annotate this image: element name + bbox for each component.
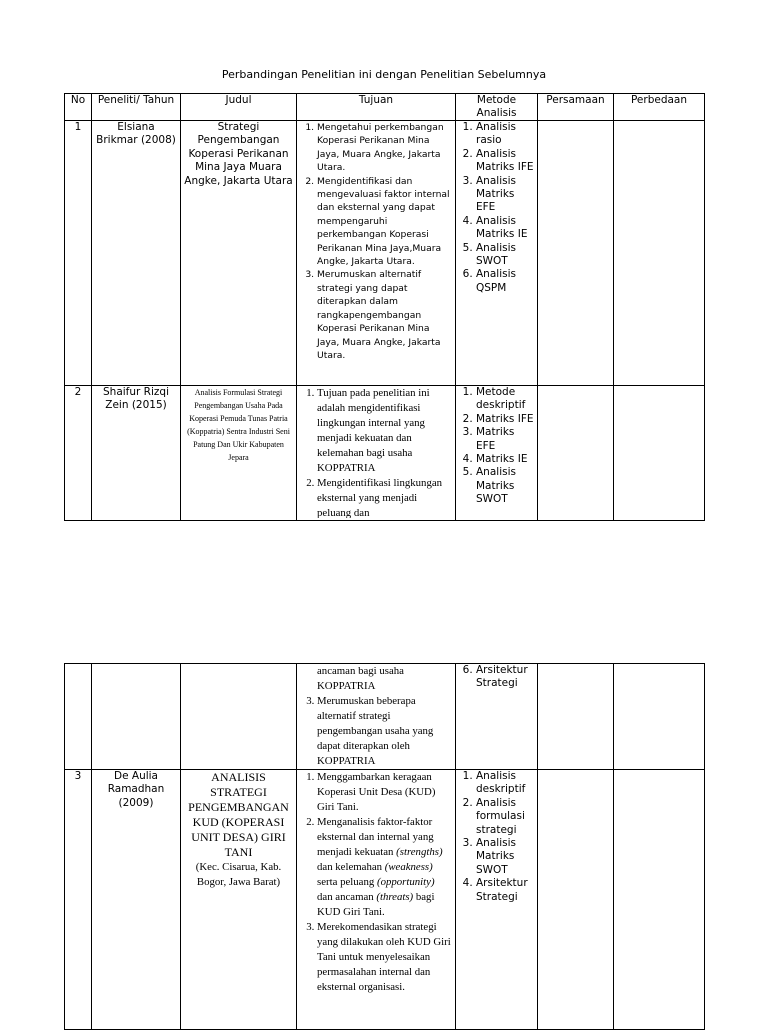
method-item: 6. Analisis QSPM xyxy=(476,268,534,295)
table-row xyxy=(65,121,705,386)
row-title xyxy=(181,664,297,770)
method-item: 5. Analisis SWOT xyxy=(476,242,534,269)
goal-item: 3. Merumuskan beberapa alternatif strategi pengembangan usaha yang dapat diterapkan oleh KOPPATRIA xyxy=(317,694,452,769)
header-researcher: Peneliti/ Tahun xyxy=(92,94,181,121)
goal-item: 3. Merekomendasikan strategi yang dilakukan oleh KUD Giri Tani untuk menyelesaikan permasalahan internal dan eksternal organisasi. xyxy=(317,920,452,995)
table-row xyxy=(65,770,705,1030)
goal-fragment: ancaman bagi usaha KOPPATRIA xyxy=(317,665,404,692)
method-item: 5. Analisis Matriks SWOT xyxy=(476,466,534,506)
row-no xyxy=(65,664,92,770)
row-similarities xyxy=(538,664,614,770)
method-item: 2. Analisis formulasi strategi xyxy=(476,797,534,837)
method-item: 3. Analisis Matriks EFE xyxy=(476,175,534,215)
goal-item: 2. Mengidentifikasi dan mengevaluasi faktor internal dan eksternal yang dapat mempengaruhi perkembangan Koperasi Perikanan Mina Jaya,Muara Angke, Jakarta Utara. xyxy=(317,175,452,269)
method-item: 4. Analisis Matriks IE xyxy=(476,215,534,242)
row-title-location: (Kec. Cisarua, Kab. Bogor, Jawa Barat) xyxy=(195,861,282,888)
method-item: 2. Analisis Matriks IFE xyxy=(476,148,534,175)
row-differences xyxy=(614,121,705,386)
method-item: 1. Metode deskriptif xyxy=(476,386,534,413)
row-goals xyxy=(297,664,456,770)
row-no: 1 xyxy=(65,121,92,386)
row-title: Strategi Pengembangan Koperasi Perikanan Mina Jaya Muara Angke, Jakarta Utara xyxy=(181,121,297,386)
page-title: Perbandingan Penelitian ini dengan Penelitian Sebelumnya xyxy=(221,68,547,81)
row-title xyxy=(181,770,297,1030)
comparison-table-continued xyxy=(64,663,705,1030)
method-item: 6. Arsitektur Strategi xyxy=(476,664,534,691)
table-header-row xyxy=(65,94,705,121)
table-row xyxy=(65,664,705,770)
row-differences xyxy=(614,386,705,521)
row-goals xyxy=(297,386,456,521)
row-methods xyxy=(456,770,538,1030)
method-item: 1. Analisis deskriptif xyxy=(476,770,534,797)
header-no: No xyxy=(65,94,92,121)
row-researcher xyxy=(92,664,181,770)
row-similarities xyxy=(538,386,614,521)
method-item: 1. Analisis rasio xyxy=(476,121,534,148)
row-differences xyxy=(614,664,705,770)
method-item: 4. Arsitektur Strategi xyxy=(476,877,534,904)
goal-item: 1. Mengetahui perkembangan Koperasi Perikanan Mina Jaya, Muara Angke, Jakarta Utara. xyxy=(317,121,452,175)
method-item: 3. Matriks EFE xyxy=(476,426,534,453)
header-goals: Tujuan xyxy=(297,94,456,121)
row-title-main: ANALISIS STRATEGI PENGEMBANGAN KUD (KOPERASI UNIT DESA) GIRI TANI xyxy=(188,770,289,859)
method-item: 4. Matriks IE xyxy=(476,453,534,466)
header-similarities: Persamaan xyxy=(538,94,614,121)
method-item: 3. Analisis Matriks SWOT xyxy=(476,837,534,877)
method-item: 2. Matriks IFE xyxy=(476,413,534,426)
header-title: Judul xyxy=(181,94,297,121)
header-differences: Perbedaan xyxy=(614,94,705,121)
row-researcher: De Aulia Ramadhan (2009) xyxy=(92,770,181,1030)
row-differences xyxy=(614,770,705,1030)
row-goals xyxy=(297,121,456,386)
row-no: 2 xyxy=(65,386,92,521)
row-similarities xyxy=(538,121,614,386)
row-goals xyxy=(297,770,456,1030)
row-researcher: Shaifur Rizqi Zein (2015) xyxy=(92,386,181,521)
goal-item: 2. Mengidentifikasi lingkungan eksternal yang menjadi peluang dan xyxy=(317,476,452,518)
header-methods: Metode Analisis xyxy=(456,94,538,121)
goal-item: 1. Tujuan pada penelitian ini adalah mengidentifikasi lingkungan internal yang menjadi kekuatan dan kelemahan bagi usaha KOPPATRIA xyxy=(317,386,452,476)
row-similarities xyxy=(538,770,614,1030)
row-researcher: Elsiana Brikmar (2008) xyxy=(92,121,181,386)
goal-item: 3. Merumuskan alternatif strategi yang dapat diterapkan dalam rangkapengembangan Koperasi Perikanan Mina Jaya, Muara Angke, Jakarta Utara. xyxy=(317,268,452,362)
comparison-table xyxy=(64,93,705,521)
row-methods xyxy=(456,121,538,386)
row-no: 3 xyxy=(65,770,92,1030)
row-methods xyxy=(456,664,538,770)
table-row xyxy=(65,386,705,521)
goal-item: 1. Menggambarkan keragaan Koperasi Unit Desa (KUD) Giri Tani. xyxy=(317,770,452,815)
row-methods xyxy=(456,386,538,521)
goal-item: 2. Menganalisis faktor-faktor eksternal dan internal yang menjadi kekuatan (strengths) dan kelemahan (weakness) serta peluang (opportunity) dan ancaman (threats) bagi KUD Giri Tani. xyxy=(317,815,452,920)
row-title: Analisis Formulasi Strategi Pengembangan Usaha Pada Koperasi Pemuda Tunas Patria (Koppatria) Sentra Industri Seni Patung Dan Ukir Kabupaten Jepara xyxy=(181,386,297,521)
